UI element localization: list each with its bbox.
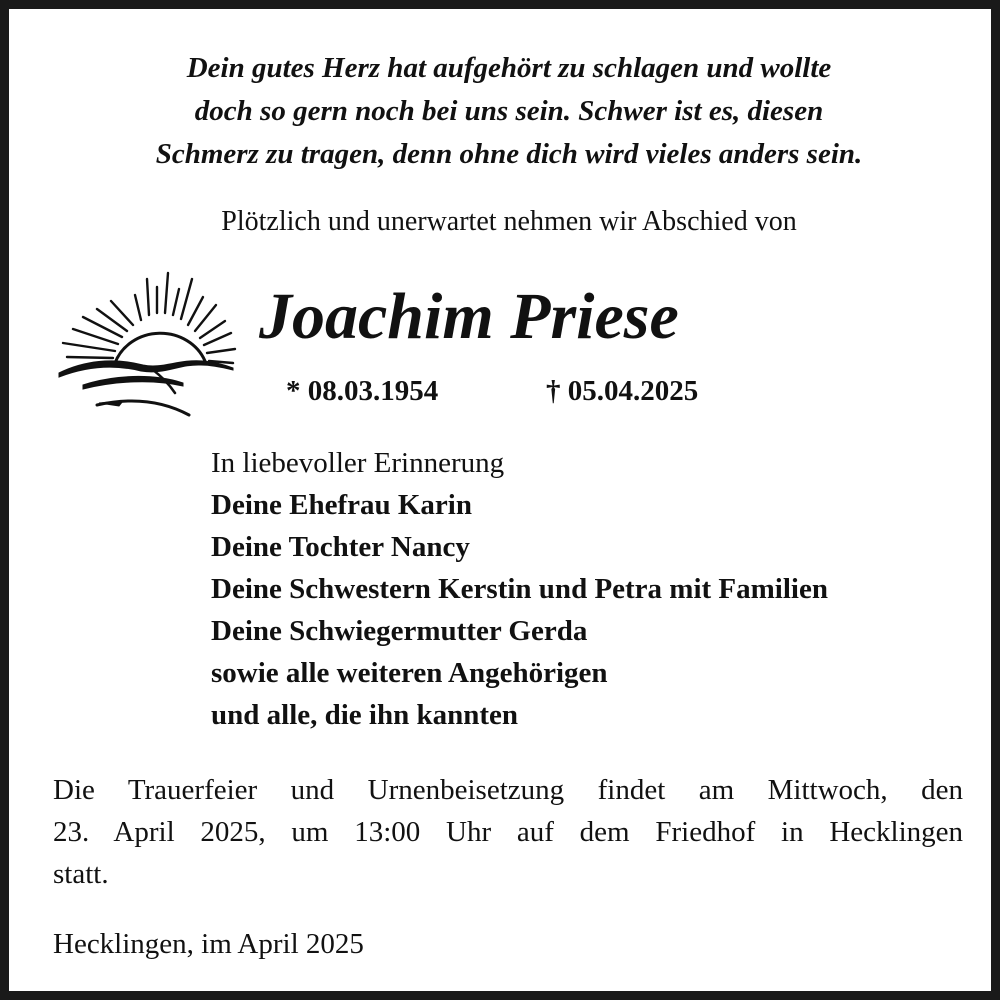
mourners-intro: In liebevoller Erinnerung: [211, 447, 505, 479]
list-item: und alle, die ihn kannten: [211, 699, 519, 731]
notice-line: 23. April 2025, um 13:00 Uhr auf dem Friedhof in Hecklingen: [53, 816, 963, 848]
mourners-list: [211, 442, 828, 736]
birth-date: * 08.03.1954: [286, 375, 439, 407]
death-date: † 05.04.2025: [546, 375, 699, 407]
farewell-intro: Plötzlich und unerwartet nehmen wir Abschied von: [221, 206, 797, 237]
poem-line: Dein gutes Herz hat aufgehört zu schlagen und wollte: [186, 52, 832, 84]
poem-line: Schmerz zu tragen, denn ohne dich wird vieles anders sein.: [155, 138, 863, 170]
list-item: Deine Ehefrau Karin: [211, 489, 472, 521]
sunrise-over-hills-icon: [53, 265, 238, 420]
poem-line: doch so gern noch bei uns sein. Schwer ist es, diesen: [194, 95, 824, 127]
notice-line: Die Trauerfeier und Urnenbeisetzung findet am Mittwoch, den: [53, 774, 963, 806]
deceased-name: Joachim Priese: [259, 280, 679, 353]
list-item: sowie alle weiteren Angehörigen: [211, 657, 608, 689]
funeral-notice: [53, 769, 963, 895]
notice-line: statt.: [53, 858, 109, 890]
place-and-date: Hecklingen, im April 2025: [53, 928, 364, 960]
poem: [39, 47, 979, 176]
list-item: Deine Schwiegermutter Gerda: [211, 615, 588, 647]
list-item: Deine Schwestern Kerstin und Petra mit Familien: [211, 573, 828, 605]
list-item: Deine Tochter Nancy: [211, 531, 470, 563]
